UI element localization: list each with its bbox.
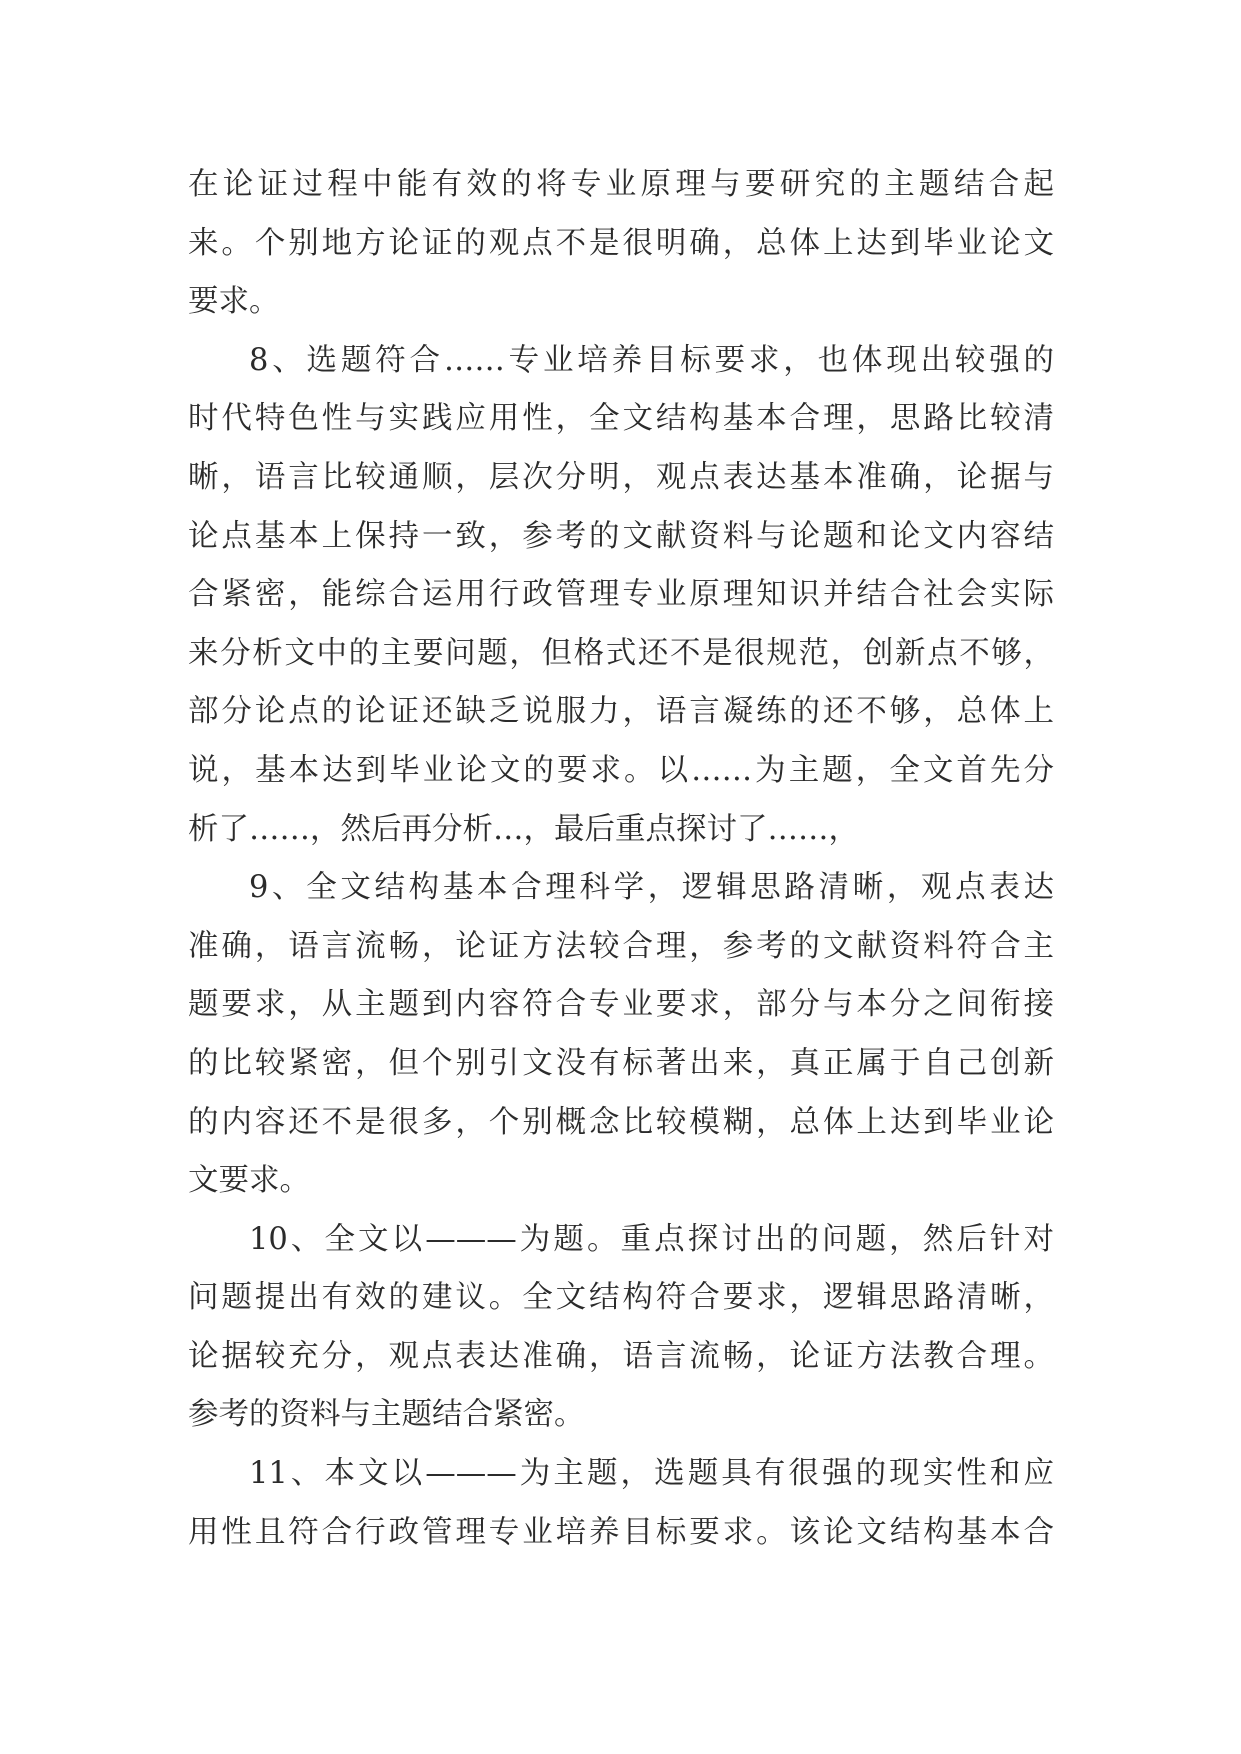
paragraph-10 — [188, 1211, 1054, 1445]
text-line: 准确，语言流畅，论证方法较合理，参考的文献资料符合主 — [188, 928, 1054, 964]
text-line: 11、本文以———为主题，选题具有很强的现实性和应 — [249, 1456, 1054, 1492]
text-line: 晰，语言比较通顺，层次分明，观点表达基本准确，论据与 — [188, 459, 1054, 495]
paragraph-11 — [188, 1445, 1054, 1562]
text-line: 的比较紧密，但个别引文没有标著出来，真正属于自己创新 — [188, 1045, 1054, 1081]
text-line: 的内容还不是很多，个别概念比较模糊，总体上达到毕业论 — [188, 1104, 1054, 1140]
text-line: 论据较充分，观点表达准确，语言流畅，论证方法教合理。 — [188, 1338, 1054, 1374]
text-line: 说，基本达到毕业论文的要求。以……为主题，全文首先分 — [188, 752, 1054, 788]
text-line: 8、选题符合……专业培养目标要求，也体现出较强的 — [249, 342, 1054, 378]
text-line: 参考的资料与主题结合紧密。 — [188, 1397, 585, 1433]
text-line: 文要求。 — [188, 1163, 310, 1199]
text-line: 部分论点的论证还缺乏说服力，语言凝练的还不够，总体上 — [188, 694, 1054, 730]
text-line: 在论证过程中能有效的将专业原理与要研究的主题结合起 — [188, 167, 1054, 202]
text-line: 论点基本上保持一致，参考的文献资料与论题和论文内容结 — [188, 518, 1054, 554]
text-line: 来。个别地方论证的观点不是很明确，总体上达到毕业论文 — [188, 225, 1054, 261]
text-line: 析了……，然后再分析…，最后重点探讨了……， — [188, 811, 859, 847]
text-line: 时代特色性与实践应用性，全文结构基本合理，思路比较清 — [188, 401, 1054, 437]
text-line: 合紧密，能综合运用行政管理专业原理知识并结合社会实际 — [188, 577, 1054, 613]
text-line: 要求。 — [188, 284, 280, 320]
text-line: 问题提出有效的建议。全文结构符合要求，逻辑思路清晰， — [188, 1280, 1054, 1316]
paragraph-continuation — [188, 156, 1054, 332]
text-line: 题要求，从主题到内容符合专业要求，部分与本分之间衔接 — [188, 987, 1054, 1023]
text-line: 来分析文中的主要问题，但格式还不是很规范，创新点不够， — [188, 635, 1054, 671]
text-line: 10、全文以———为题。重点探讨出的问题，然后针对 — [249, 1221, 1054, 1257]
paragraph-8 — [188, 332, 1054, 859]
text-line: 用性且符合行政管理专业培养目标要求。该论文结构基本合 — [188, 1514, 1054, 1550]
paragraph-9 — [188, 859, 1054, 1211]
text-line: 9、全文结构基本合理科学，逻辑思路清晰，观点表达 — [249, 870, 1054, 906]
document-body — [188, 156, 1054, 1562]
